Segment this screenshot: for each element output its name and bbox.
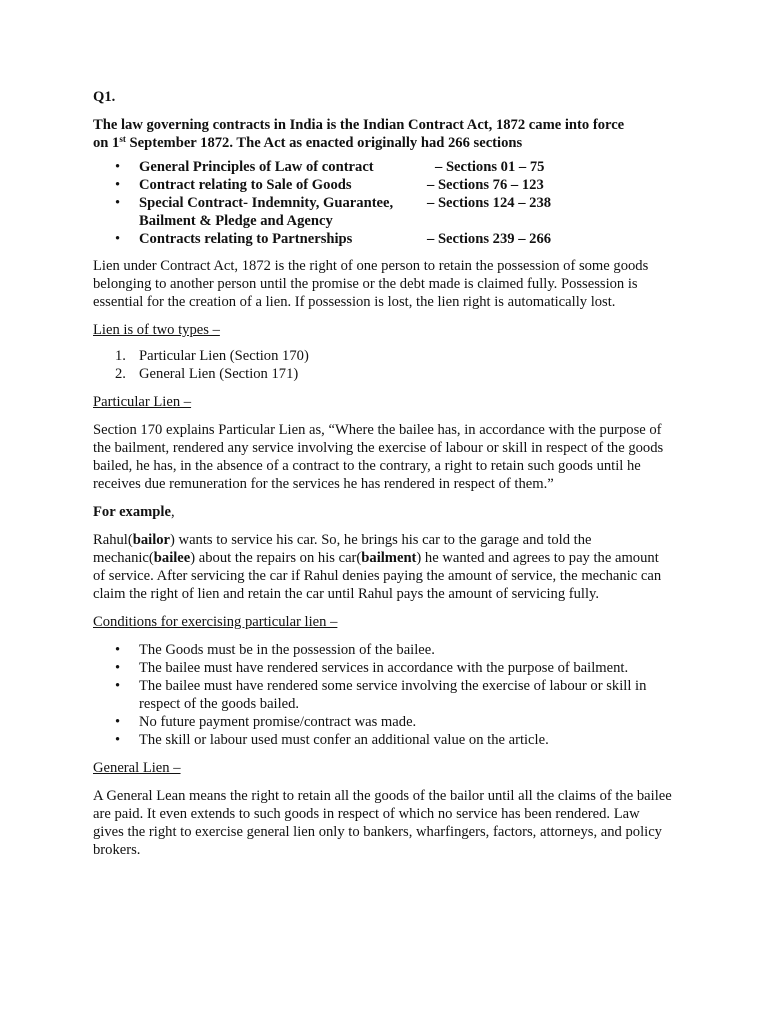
example-label: For example: [93, 504, 171, 520]
conditions-list: [93, 641, 673, 749]
intro-line-1: The law governing contracts in India is the Indian Contract Act, 1872 came into force: [93, 117, 625, 133]
section-label: • General Principles of Law of contract: [139, 159, 374, 175]
section-item: [93, 158, 673, 176]
list-item: • The skill or labour used must confer an additional value on the article.: [93, 731, 673, 749]
intro-paragraph: [93, 116, 673, 152]
section-range: – Sections 01 – 75: [435, 159, 545, 175]
term-bailment: bailment: [361, 550, 417, 566]
question-heading: Q1.: [93, 89, 116, 105]
example-text: ) about the repairs on his car(: [190, 550, 362, 566]
intro-line-2-sup: st: [119, 134, 126, 144]
document-body: [93, 88, 673, 859]
section-item: [93, 230, 673, 248]
list-text: Particular Lien (Section 170): [139, 348, 309, 364]
list-item: • The bailee must have rendered services in accordance with the purpose of bailment.: [93, 659, 673, 677]
example-text: ) he wanted and agrees to pay the amount of service. After servicing the car if Rahul denies paying the amount of service, the mechanic can claim the right of lien and retain the car until Rahul pays the amount of servicing fully.: [93, 550, 662, 602]
example-text: Rahul(: [93, 532, 133, 548]
list-item: • No future payment promise/contract was made.: [93, 713, 673, 731]
types-heading: Lien is of two types –: [93, 322, 220, 338]
particular-lien-paragraph: Section 170 explains Particular Lien as, “Where the bailee has, in accordance with the purpose of the bailment, rendered any service involving the exercise of labour or skill in respect of the goods bailed, he has, in the absence of a contract to the contrary, a right to retain such goods until he receives due remuneration for the services he has rendered in respect of them.”: [93, 422, 664, 492]
section-label-continued: Bailment & Pledge and Agency: [139, 213, 333, 229]
term-bailor: bailor: [132, 532, 171, 548]
list-number: 2.: [115, 366, 126, 382]
general-lien-paragraph: A General Lean means the right to retain all the goods of the bailor until all the claims of the bailee are paid. It even extends to such goods in respect of which no service has been rendered. Law gives the right to exercise general lien only to bankers, wharfingers, factors, attorneys, and policy brokers.: [93, 788, 672, 858]
general-lien-heading: General Lien –: [93, 760, 181, 776]
intro-line-2-pre: on 1: [93, 135, 120, 151]
section-label: • Special Contract- Indemnity, Guarantee,: [139, 195, 394, 211]
example-comma: ,: [170, 504, 175, 520]
list-item: [93, 365, 673, 383]
section-label: • Contract relating to Sale of Goods: [139, 177, 352, 193]
list-item: • The Goods must be in the possession of the bailee.: [93, 641, 673, 659]
example-text: ) wants to service his car. So, he brings his car to the garage and told the mechanic(: [93, 532, 592, 566]
conditions-heading: Conditions for exercising particular lien –: [93, 614, 338, 630]
section-range: – Sections 76 – 123: [427, 177, 544, 193]
example-heading: [93, 503, 673, 521]
section-range: – Sections 124 – 238: [427, 195, 552, 211]
section-range: – Sections 239 – 266: [427, 231, 552, 247]
example-paragraph: [93, 531, 673, 603]
section-item: [93, 176, 673, 194]
section-item: [93, 194, 673, 230]
sections-list: [93, 158, 673, 248]
lien-types-list: [93, 347, 673, 383]
list-item: [93, 347, 673, 365]
section-label: • Contracts relating to Partnerships: [139, 231, 353, 247]
lien-intro-paragraph: Lien under Contract Act, 1872 is the right of one person to retain the possession of some goods belonging to another person until the promise or the debt made is claimed fully. Possession is essential for the creation of a lien. If possession is lost, the lien right is automatically lost.: [93, 258, 649, 310]
particular-lien-heading: Particular Lien –: [93, 394, 192, 410]
term-bailee: bailee: [153, 550, 191, 566]
list-text: General Lien (Section 171): [139, 366, 299, 382]
intro-line-2-post: September 1872. The Act as enacted originally had 266 sections: [125, 135, 523, 151]
list-item: • The bailee must have rendered some service involving the exercise of labour or skill in respect of the goods bailed.: [93, 677, 673, 713]
list-number: 1.: [115, 348, 126, 364]
